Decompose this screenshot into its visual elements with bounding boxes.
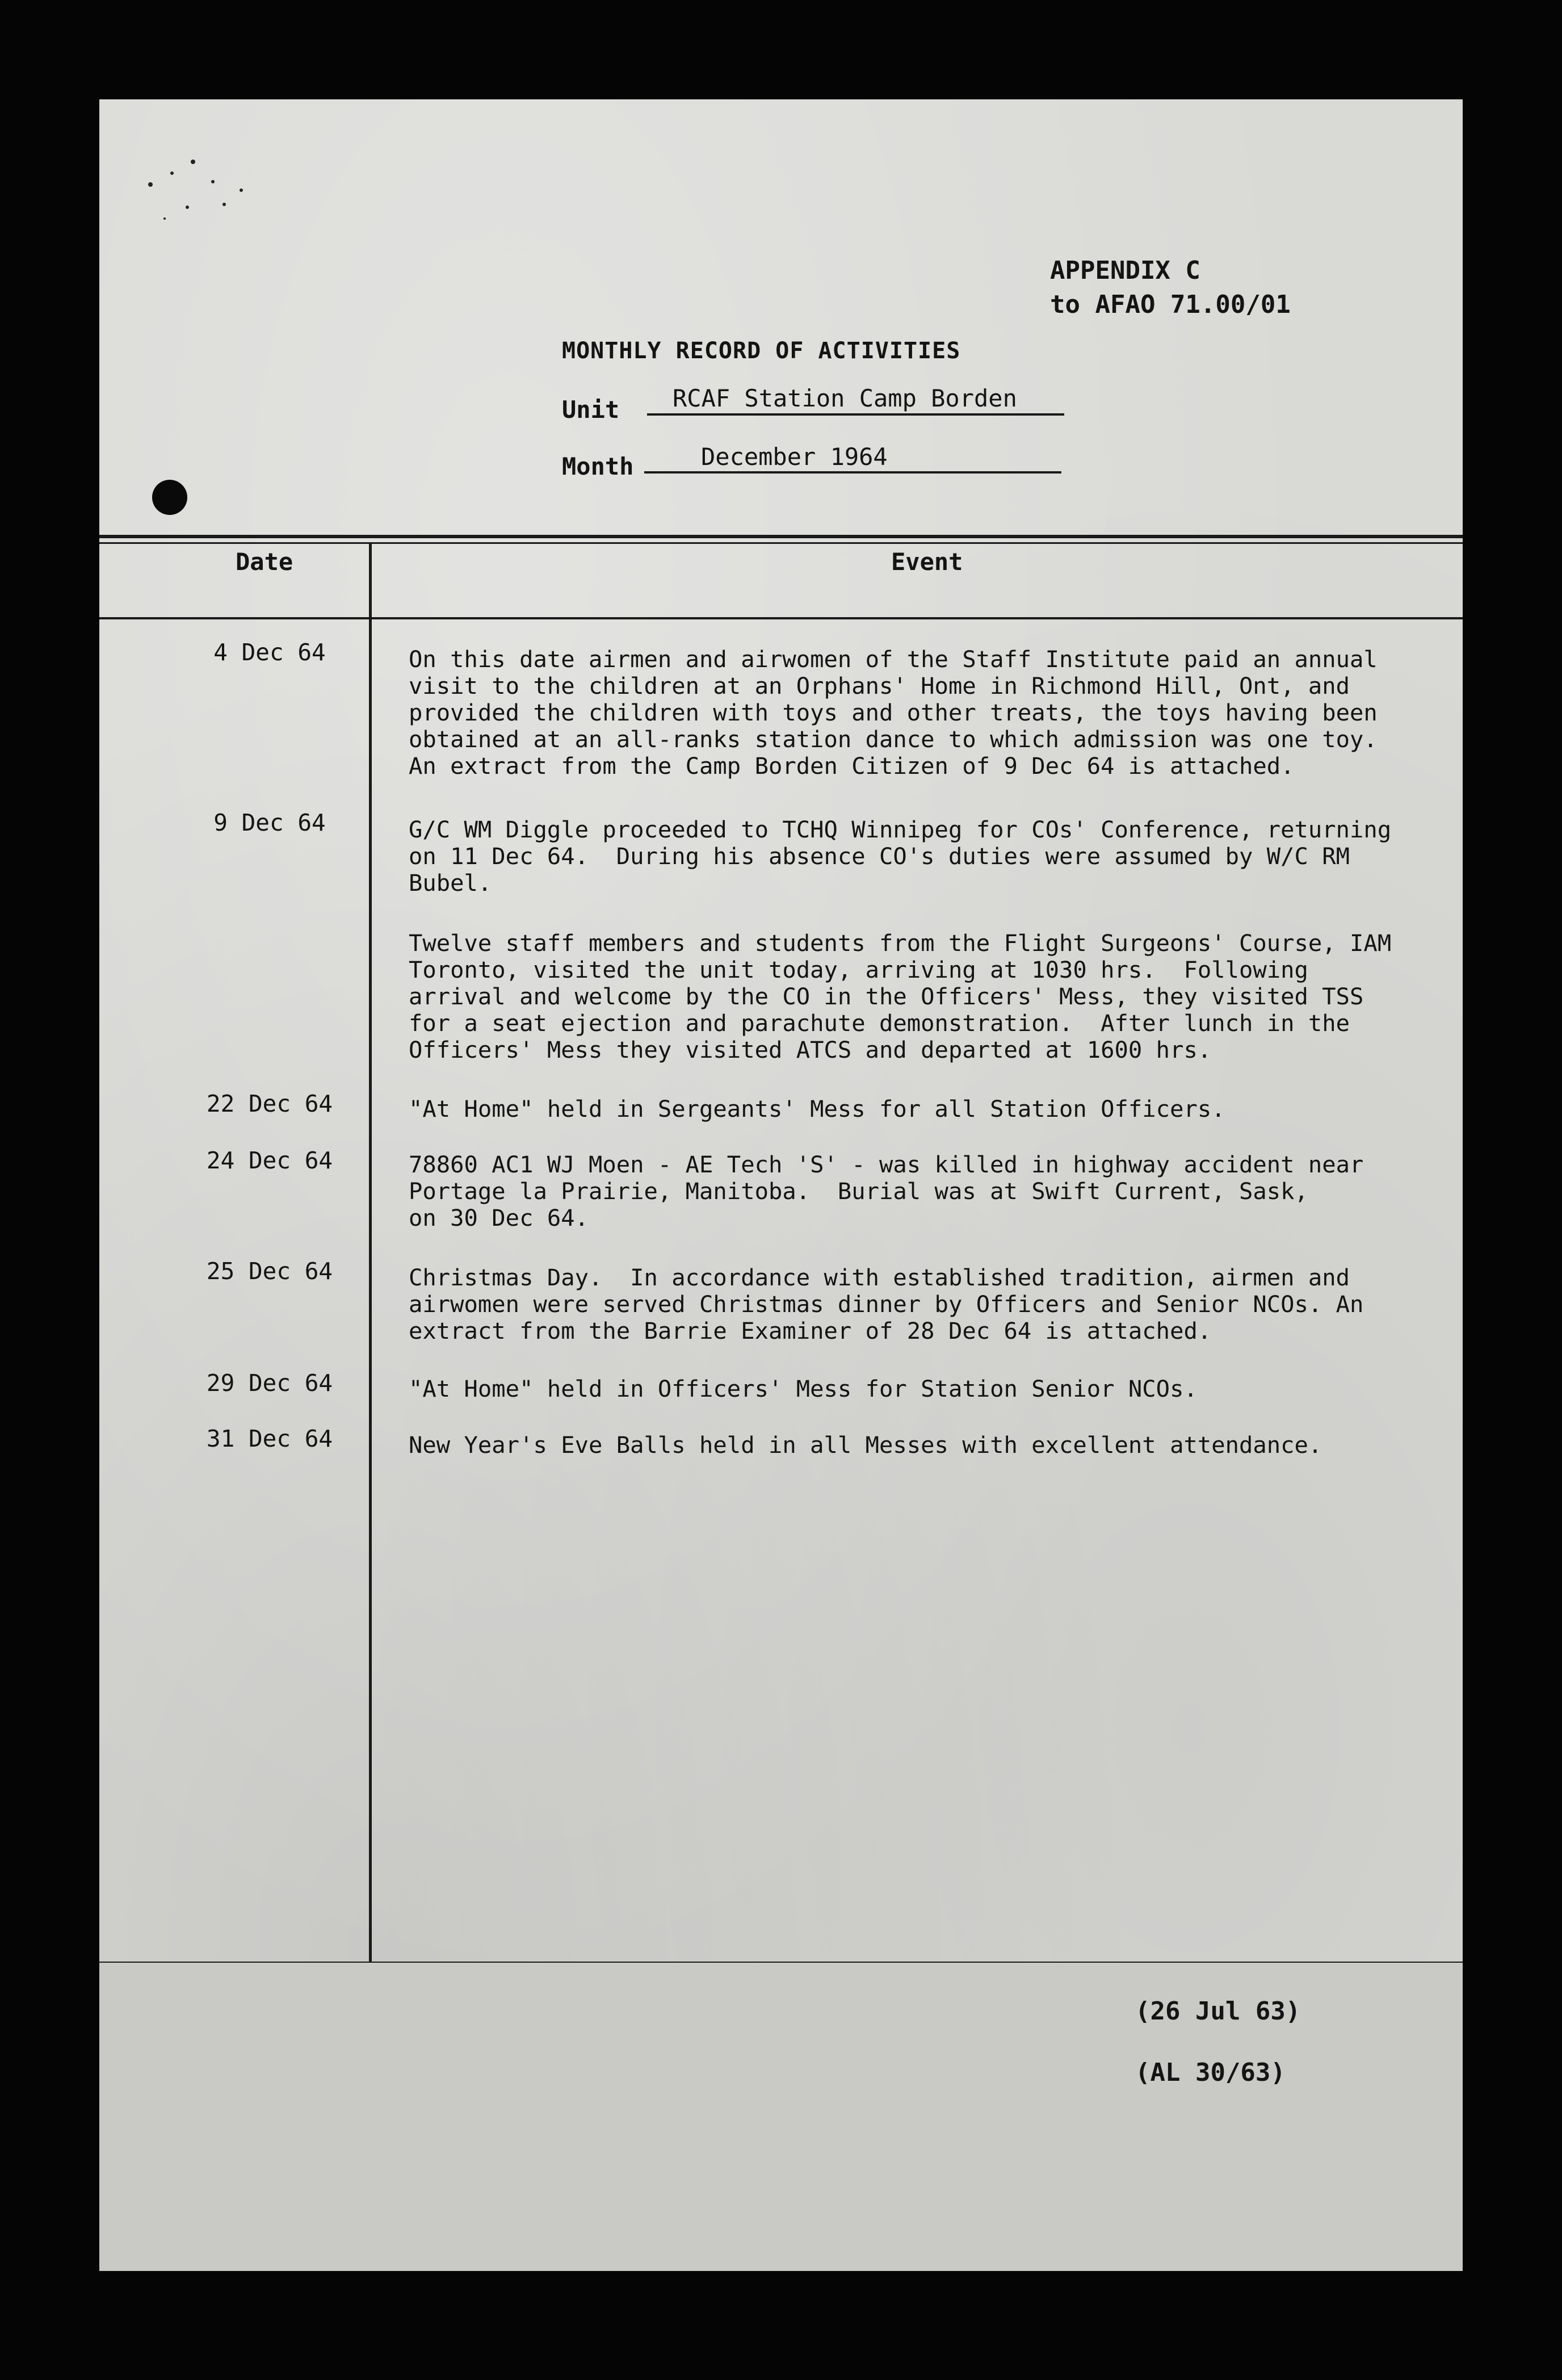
unit-value: RCAF Station Camp Borden — [673, 384, 1017, 412]
punch-hole-top — [152, 480, 187, 515]
month-value: December 1964 — [701, 443, 888, 471]
unit-label: Unit — [562, 396, 620, 424]
entry-date: 29 Dec 64 — [206, 1369, 333, 1397]
table-top-rule — [99, 535, 1463, 538]
entry-date: 22 Dec 64 — [206, 1090, 333, 1117]
month-label: Month — [562, 452, 634, 480]
entry-text: G/C WM Diggle proceeded to TCHQ Winnipeg for COs' Conference, returning on 11 Dec 64. During his absence CO's duties were assumed by W/C RM Bubel. — [409, 816, 1392, 896]
paper-specks — [139, 150, 275, 253]
table-top-rule-inner — [99, 542, 1463, 544]
entry-date: 9 Dec 64 — [213, 809, 326, 836]
entry-text: Christmas Day. In accordance with established tradition, airmen and airwomen were served Christmas dinner by Officers and Senior NCOs. An extract from the Barrie Examiner of 28 Dec 64 is attached. — [409, 1264, 1364, 1344]
entry-date: 4 Dec 64 — [213, 639, 326, 666]
appendix-line-2: to AFAO 71.00/01 — [1050, 290, 1291, 319]
entry-text: Twelve staff members and students from the Flight Surgeons' Course, IAM Toronto, visited the unit today, arriving at 1030 hrs. Following arrival and welcome by the CO in the Officers' Mess, they visited TSS for a seat ejection and parachute demonstration. After lunch in the Officers' Mess they visited ATCS and departed at 1600 hrs. — [409, 929, 1392, 1063]
table-header-rule — [99, 617, 1463, 619]
event-column-header: Event — [891, 548, 963, 576]
date-column-header: Date — [236, 548, 293, 576]
revision-date: (26 Jul 63) — [1135, 1997, 1301, 2026]
amendment-list: (AL 30/63) — [1135, 2058, 1286, 2087]
entry-date: 25 Dec 64 — [206, 1258, 333, 1285]
appendix-reference — [1050, 254, 1291, 322]
entry-date: 31 Dec 64 — [206, 1425, 333, 1452]
month-underline — [644, 471, 1061, 474]
entry-date: 24 Dec 64 — [206, 1147, 333, 1174]
entry-text: "At Home" held in Officers' Mess for Station Senior NCOs. — [409, 1375, 1198, 1402]
entry-text: New Year's Eve Balls held in all Messes with excellent attendance. — [409, 1431, 1322, 1459]
entry-text: "At Home" held in Sergeants' Mess for all Station Officers. — [409, 1095, 1225, 1122]
entry-text: 78860 AC1 WJ Moen - AE Tech 'S' - was killed in highway accident near Portage la Prairie, Manitoba. Burial was at Swift Current, Sask, on 30 Dec 64. — [409, 1151, 1364, 1231]
appendix-line-1: APPENDIX C — [1050, 256, 1200, 285]
unit-underline — [647, 413, 1064, 416]
document-sheet — [99, 99, 1463, 2271]
entry-text: On this date airmen and airwomen of the Staff Institute paid an annual visit to the children at an Orphans' Home in Richmond Hill, Ont, and provided the children with toys and other treats, the toys having been obtained at an all-ranks station dance to which admission was one toy. An extract from the Camp Borden Citizen of 9 Dec 64 is attached. — [409, 646, 1378, 780]
table-column-divider — [369, 542, 372, 1964]
form-title: MONTHLY RECORD OF ACTIVITIES — [562, 338, 961, 364]
